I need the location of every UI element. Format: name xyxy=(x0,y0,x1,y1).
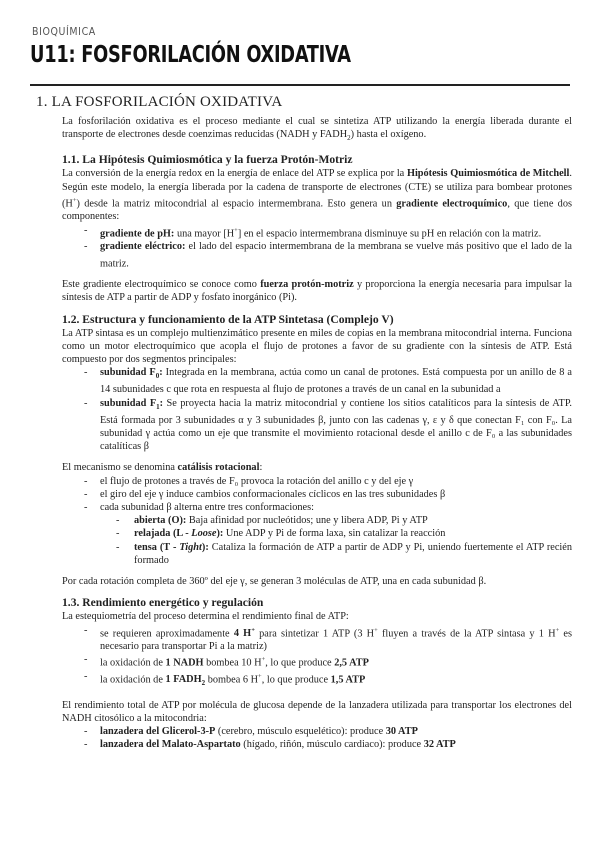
subsection-heading-1-3: 1.3. Rendimiento energético y regulación xyxy=(62,596,264,610)
shuttle-list xyxy=(48,725,572,751)
list-item: - subunidad $F_0$: Integrada en la membrana, actúa como un canal de protones. Está compuesta por un anillo de 8 a 14 subunidades c que rota en respuesta al flujo de protones a través de un canal en la subunidad a xyxy=(84,367,572,396)
subject-label: BIOQUÍMICA xyxy=(32,26,96,38)
section-heading: 1. LA FOSFORILACIÓN OXIDATIVA xyxy=(36,94,283,110)
gradient-list xyxy=(48,224,572,270)
paragraph: La estequiometría del proceso determina el rendimiento final de ATP: xyxy=(62,611,349,623)
list-item: - la oxidación de 1 $FADH_2$ bombea 6 H+, lo que produce 1,5 ATP xyxy=(84,670,366,688)
list-item: - el flujo de protones a través de F₀ provoca la rotación del anillo c y del eje γ xyxy=(84,475,414,487)
list-item: - lanzadera del Malato-Aspartato (hígado, riñón, músculo cardiaco): produce 32 ATP xyxy=(84,739,456,751)
paragraph: La ATP sintasa es un complejo multienzimático presente en miles de copias en la membrana mitocondrial interna. Funciona como un motor electroquímico que acopla el flujo de protones a favor de su gradiente con la síntesis de ATP. Está compuesto por dos segmentos principales: xyxy=(62,327,572,365)
intro-paragraph: La fosforilación oxidativa es el proceso mediante el cual se sintetiza ATP utilizando la energía liberada durante el transporte de electrones desde coenzimas reducidas (NADH y $FADH_2$) hasta el oxígeno. xyxy=(62,116,572,143)
list-item: - cada subunidad β alterna entre tres conformaciones: - abierta (O): Baja afinidad por nucleótidos; une y libera ADP, Pi y ATP - relajada (L - Loose): Une ADP y Pi de forma laxa, sin catalizar la reacción - tensa (T - Tight): Cataliza la formación de ATP a partir de ADP y Pi, uniendo fuertemente el ATP recién formado xyxy=(84,502,572,566)
list-item: - tensa (T - Tight): Cataliza la formación de ATP a partir de ADP y Pi, uniendo fuertemente el ATP recién formado xyxy=(116,541,572,566)
unit-title: U11: FOSFORILACIÓN OXIDATIVA xyxy=(30,42,351,68)
paragraph: Por cada rotación completa de 360º del eje γ, se generan 3 moléculas de ATP, una en cada subunidad β. xyxy=(62,576,487,588)
segments-list xyxy=(48,366,572,453)
list-item: - el giro del eje γ induce cambios conformacionales cíclicos en las tres subunidades β xyxy=(84,488,446,500)
subsection-heading-1-2: 1.2. Estructura y funcionamiento de la ATP Sintetasa (Complejo V) xyxy=(62,312,394,326)
list-item: - subunidad $F_1$: Se proyecta hacia la matriz mitocondrial y contiene los sitios catalíticos para la síntesis de ATP. Está formada por 3 subunidades α y 3 subunidades β, junto con las cadenas γ, ε y δ que conectan F₁ con F₀. La subunidad γ actúa como un eje que transmite el movimiento rotacional desde el anillo c de F₀ a las subunidades catalíticas β xyxy=(84,397,572,453)
paragraph: El rendimiento total de ATP por molécula de glucosa depende de la lanzadera utilizada para transportar los electrones del NADH citosólico a la mitocondria: xyxy=(62,699,572,724)
paragraph: Este gradiente electroquímico se conoce como fuerza protón-motriz y proporciona la energía necesaria para impulsar la síntesis de ATP a partir de ADP y fosfato inorgánico (Pi). xyxy=(62,279,572,304)
conformations-list xyxy=(100,514,572,567)
list-item: - se requieren aproximadamente 4 H+ para sintetizar 1 ATP (3 H+ fluyen a través de la ATP sintasa y 1 H+ es necesario para transportar Pi a la matriz) xyxy=(84,624,573,653)
list-item: - gradiente de pH: una mayor [H+] en el espacio intermembrana disminuye su pH en relación con la matriz. xyxy=(84,224,542,240)
list-item: - la oxidación de 1 NADH bombea 10 H+, lo que produce 2,5 ATP xyxy=(84,654,369,669)
title-divider xyxy=(30,84,570,86)
paragraph: La conversión de la energía redox en la energía de enlace del ATP se explica por la Hipótesis Quimiosmótica de Mitchell. Según este modelo, la energía liberada por la cadena de transporte de electrones (CTE) se utiliza para bombear protones (H+) desde la matriz mitocondrial al espacio intermembrana. Esto genera un gradiente electroquímico, que tiene dos componentes: xyxy=(62,168,572,223)
mechanism-list xyxy=(48,475,572,567)
subsection-heading-1-1: 1.1. La Hipótesis Quimiosmótica y la fuerza Protón-Motriz xyxy=(62,153,353,167)
list-item: - abierta (O): Baja afinidad por nucleótidos; une y libera ADP, Pi y ATP xyxy=(116,515,428,527)
paragraph: El mecanismo se denomina catálisis rotacional: xyxy=(62,462,263,474)
document-body xyxy=(36,94,573,751)
list-item: - lanzadera del Glicerol-3-P (cerebro, músculo esquelético): produce 30 ATP xyxy=(84,726,418,738)
list-item: - relajada (L - Loose): Une ADP y Pi de forma laxa, sin catalizar la reacción xyxy=(116,528,446,540)
stoichiometry-list xyxy=(48,624,572,691)
list-item: - gradiente eléctrico: el lado del espacio intermembrana de la membrana se vuelve más positivo que el lado de la matriz. xyxy=(84,241,573,269)
